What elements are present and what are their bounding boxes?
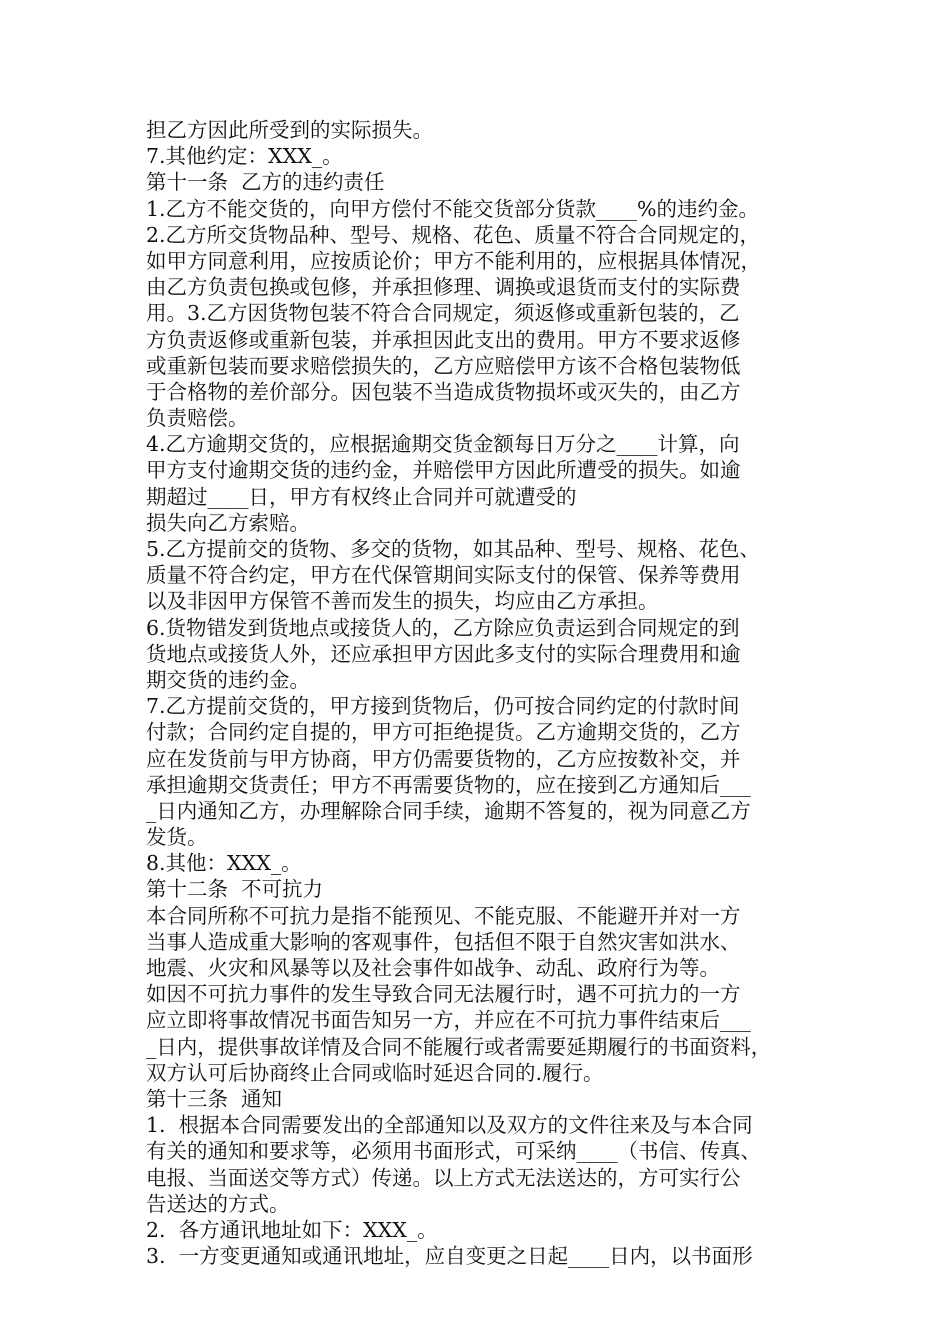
document-line: 地震、火灾和风暴等以及社会事件如战争、动乱、政府行为等。 xyxy=(146,956,720,980)
document-line: 应立即将事故情况书面告知另一方，并应在不可抗力事件结束后___ xyxy=(146,1008,751,1033)
document-line: 货地点或接货人外，还应承担甲方因此多支付的实际合理费用和逾 xyxy=(146,641,741,666)
document-line: 质量不符合约定，甲方在代保管期间实际支付的保管、保养等费用 xyxy=(146,563,741,588)
document-line: 发货。 xyxy=(146,825,208,850)
document-line: 损失向乙方索赔。 xyxy=(146,510,310,535)
document-line: 第十二条 不可抗力 xyxy=(146,877,324,902)
document-line: _日内，提供事故详情及合同不能履行或者需要延期履行的书面资料， xyxy=(146,1034,772,1059)
document-line: 双方认可后协商终止合同或临时延迟合同的.履行。 xyxy=(146,1060,604,1085)
document-line: 7.其他约定：XXX_。 xyxy=(146,144,343,169)
document-line: 6.货物错发到货地点或接货人的，乙方除应负责运到合同规定的到 xyxy=(146,615,740,640)
document-line: 如因不可抗力事件的发生导致合同无法履行时，遇不可抗力的一方 xyxy=(146,982,741,1007)
document-line: 2. 各方通讯地址如下：XXX_。 xyxy=(146,1217,438,1242)
document-line: 第十三条 通知 xyxy=(146,1086,283,1111)
document-line: 应在发货前与甲方协商，甲方仍需要货物的，乙方应按数补交，并 xyxy=(146,746,741,771)
document-line: 以及非因甲方保管不善而发生的损失，均应由乙方承担。 xyxy=(146,589,659,614)
document-line: _日内通知乙方，办理解除合同手续，逾期不答复的，视为同意乙方 xyxy=(146,798,751,823)
document-line: 8.其他：XXX_。 xyxy=(146,851,302,876)
document-line: 由乙方负责包换或包修，并承担修理、调换或退货而支付的实际费 xyxy=(146,275,741,300)
document-line: 担乙方因此所受到的实际损失。 xyxy=(146,118,433,142)
document-line: 承担逾期交货责任；甲方不再需要货物的，应在接到乙方通知后___ xyxy=(146,772,751,797)
document-line: 或重新包装而要求赔偿损失的，乙方应赔偿甲方该不合格包装物低 xyxy=(146,353,741,378)
document-line: 2.乙方所交货物品种、型号、规格、花色、质量不符合合同规定的， xyxy=(146,222,761,247)
document-line: 第十一条 乙方的违约责任 xyxy=(146,170,385,195)
document-line: 5.乙方提前交的货物、多交的货物，如其品种、型号、规格、花色、 xyxy=(146,537,761,561)
document-line: 3. 一方变更通知或通讯地址，应自变更之日起____日内，以书面形 xyxy=(146,1244,753,1269)
document-line: 期交货的违约金。 xyxy=(146,667,310,692)
document-line: 告送达的方式。 xyxy=(146,1191,290,1216)
document-line: 电报、当面送交等方式）传递。以上方式无法送达的，方可实行公 xyxy=(146,1165,741,1190)
document-line: 如甲方同意利用，应按质论价；甲方不能利用的，应根据具体情况， xyxy=(146,248,761,273)
document-line: 用。3.乙方因货物包装不符合合同规定，须返修或重新包装的，乙 xyxy=(146,301,740,326)
document-line: 有关的通知和要求等，必须用书面形式，可采纳____（书信、传真、 xyxy=(146,1139,761,1164)
document-line: 本合同所称不可抗力是指不能预见、不能克服、不能避开并对一方 xyxy=(146,903,741,928)
document-line: 当事人造成重大影响的客观事件，包括但不限于自然灾害如洪水、 xyxy=(146,929,741,954)
document-line: 1.乙方不能交货的，向甲方偿付不能交货部分货款____%的违约金。 xyxy=(146,196,760,221)
document-line: 甲方支付逾期交货的违约金，并赔偿甲方因此所遭受的损失。如逾 xyxy=(146,458,741,483)
document-line: 期超过____日，甲方有权终止合同并可就遭受的 xyxy=(146,484,577,509)
document-line: 7.乙方提前交货的，甲方接到货物后，仍可按合同约定的付款时间 xyxy=(146,694,740,719)
document-line: 于合格物的差价部分。因包装不当造成货物损坏或灭失的，由乙方 xyxy=(146,379,741,404)
document-line: 4.乙方逾期交货的，应根据逾期交货金额每日万分之____计算，向 xyxy=(146,432,740,457)
document-line: 1. 根据本合同需要发出的全部通知以及双方的文件往来及与本合同 xyxy=(146,1113,753,1138)
document-line: 付款；合同约定自提的，甲方可拒绝提货。乙方逾期交货的，乙方 xyxy=(146,720,741,745)
document-line: 方负责返修或重新包装，并承担因此支出的费用。甲方不要求返修 xyxy=(146,327,741,352)
document-line: 负责赔偿。 xyxy=(146,406,249,431)
document-body xyxy=(146,117,836,1269)
